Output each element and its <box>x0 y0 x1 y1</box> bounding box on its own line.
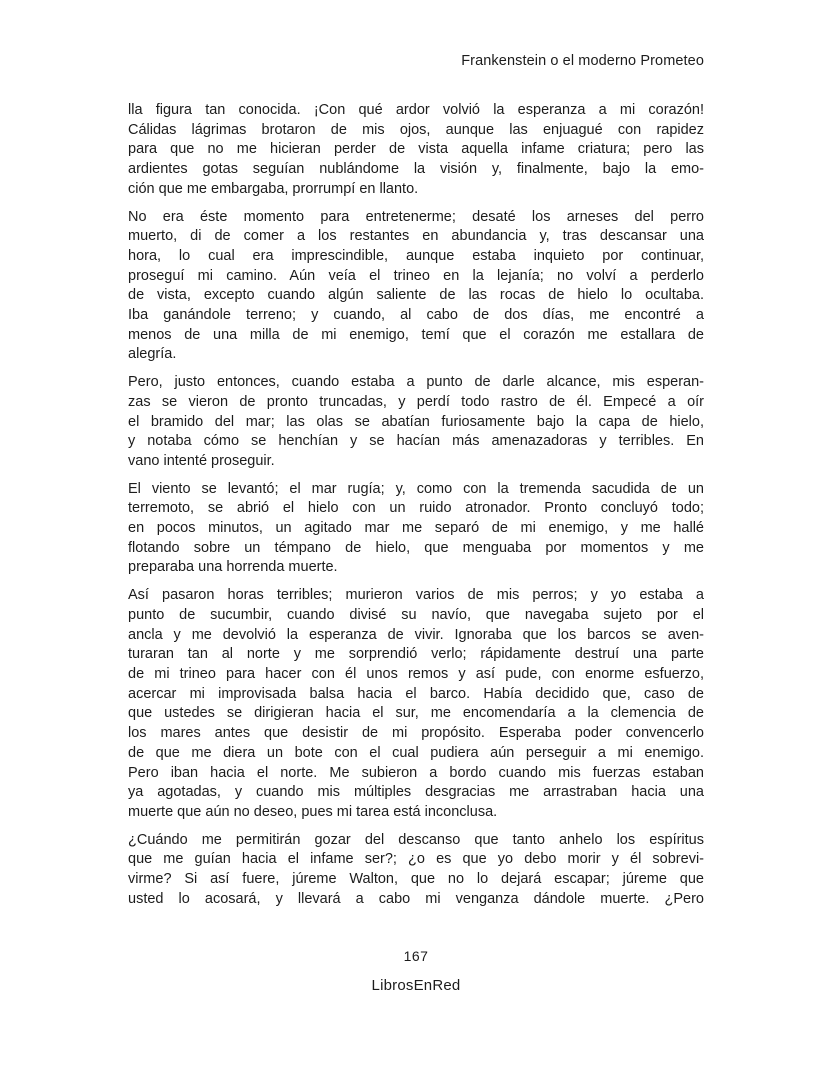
text-line: usted lo acosará, y llevará a cabo mi venganza dándole muerte. ¿Pero <box>128 890 704 907</box>
text-line: virme? Si así fuere, júreme Walton, que no lo dejará escapar; júreme que <box>128 871 704 888</box>
text-line: preparaba una horrenda muerte. <box>128 559 338 576</box>
text-line: de mi trineo para hacer con él unos remos y así pude, con enorme esfuerzo, <box>128 665 704 682</box>
text-line: ya agotadas, y cuando mis múltiples desgracias me arrastraban hacia una <box>128 784 704 801</box>
text-line: para que no me hicieran perder de vista aquella infame criatura; pero las <box>128 141 704 158</box>
text-line: de que me diera un bote con el cual pudiera aún perseguir a mi enemigo. <box>128 744 704 761</box>
text-line: y notaba cómo se henchían y se hacían más amenazadoras y terribles. En <box>128 433 704 450</box>
text-line: ¿Cuándo me permitirán gozar del descanso que tanto anhelo los espíritus <box>128 831 704 848</box>
text-line: el bramido del mar; las olas se abatían furiosamente bajo la capa de hielo, <box>128 413 704 430</box>
text-line: No era éste momento para entretenerme; desaté los arneses del perro <box>128 208 704 225</box>
text-line: que me guían hacia el infame ser?; ¿o es que yo debo morir y él sobrevi- <box>128 851 704 868</box>
paragraph <box>128 101 704 200</box>
publisher-imprint: LibrosEnRed <box>371 977 461 994</box>
text-line: Cálidas lágrimas brotaron de mis ojos, aunque las enjuagué con rapidez <box>128 121 704 138</box>
text-line: ancla y me devolvió la esperanza de vivir. Ignoraba que los barcos se aven- <box>128 626 704 643</box>
text-line: terremoto, se abrió el hielo con un ruido atronador. Pronto concluyó todo; <box>128 500 704 517</box>
text-line: ardientes gotas seguían nublándome la visión y, finalmente, bajo la emo- <box>128 161 704 178</box>
text-line: en pocos minutos, un agitado mar me separó de mi enemigo, y me hallé <box>128 520 704 537</box>
text-line: proseguí mi camino. Aún veía el trineo en la lejanía; no volví a perderlo <box>128 267 704 284</box>
text-line: Así pasaron horas terribles; murieron varios de mis perros; y yo estaba a <box>128 587 704 604</box>
text-line: muerte que aún no deseo, pues mi tarea está inconclusa. <box>128 803 498 820</box>
paragraph <box>128 373 704 472</box>
text-line: punto de sucumbir, cuando divisé su navío, que navegaba sujeto por el <box>128 606 704 623</box>
text-line: hora, lo cual era imprescindible, aunque estaba inquieto por continuar, <box>128 247 704 264</box>
running-header: Frankenstein o el moderno Prometeo <box>461 53 704 69</box>
text-line: flotando sobre un témpano de hielo, que menguaba por momentos y me <box>128 539 704 556</box>
text-line: turaran tan al norte y me sorprendió verlo; rápidamente destruí una parte <box>128 646 704 663</box>
text-line: que ustedes se dirigieran hacia el sur, me encomendaría a la clemencia de <box>128 705 704 722</box>
text-line: los mares antes que desistir de mi propósito. Esperaba poder convencerlo <box>128 725 704 742</box>
text-line: El viento se levantó; el mar rugía; y, como con la tremenda sacudida de un <box>128 480 704 497</box>
text-line: Pero, justo entonces, cuando estaba a punto de darle alcance, mis esperan- <box>128 374 704 391</box>
text-line: Iba ganándole terreno; y cuando, al cabo de dos días, me encontré a <box>128 307 704 324</box>
text-line: de vista, excepto cuando algún saliente de las rocas de hielo lo ocultaba. <box>128 287 704 304</box>
text-line: menos de una milla de mi enemigo, temí que el corazón me estallara de <box>128 326 704 343</box>
paragraph <box>128 480 704 579</box>
text-line: alegría. <box>128 346 177 363</box>
paragraph <box>128 208 704 366</box>
text-line: muerto, di de comer a los restantes en abundancia y, tras descansar una <box>128 228 704 245</box>
text-line: vano intenté proseguir. <box>128 452 275 469</box>
page-number: 167 <box>403 948 429 964</box>
body-text <box>128 101 704 917</box>
text-line: ción que me embargaba, prorrumpí en llanto. <box>128 180 419 197</box>
text-line: lla figura tan conocida. ¡Con qué ardor volvió la esperanza a mi corazón! <box>128 102 704 118</box>
paragraph <box>128 586 704 822</box>
paragraph <box>128 831 704 910</box>
text-line: acercar mi improvisada balsa hacia el barco. Había decidido que, caso de <box>128 685 704 702</box>
text-line: Pero iban hacia el norte. Me subieron a bordo cuando mis fuerzas estaban <box>128 764 704 781</box>
text-line: zas se vieron de pronto truncadas, y perdí todo rastro de él. Empecé a oír <box>128 393 704 410</box>
